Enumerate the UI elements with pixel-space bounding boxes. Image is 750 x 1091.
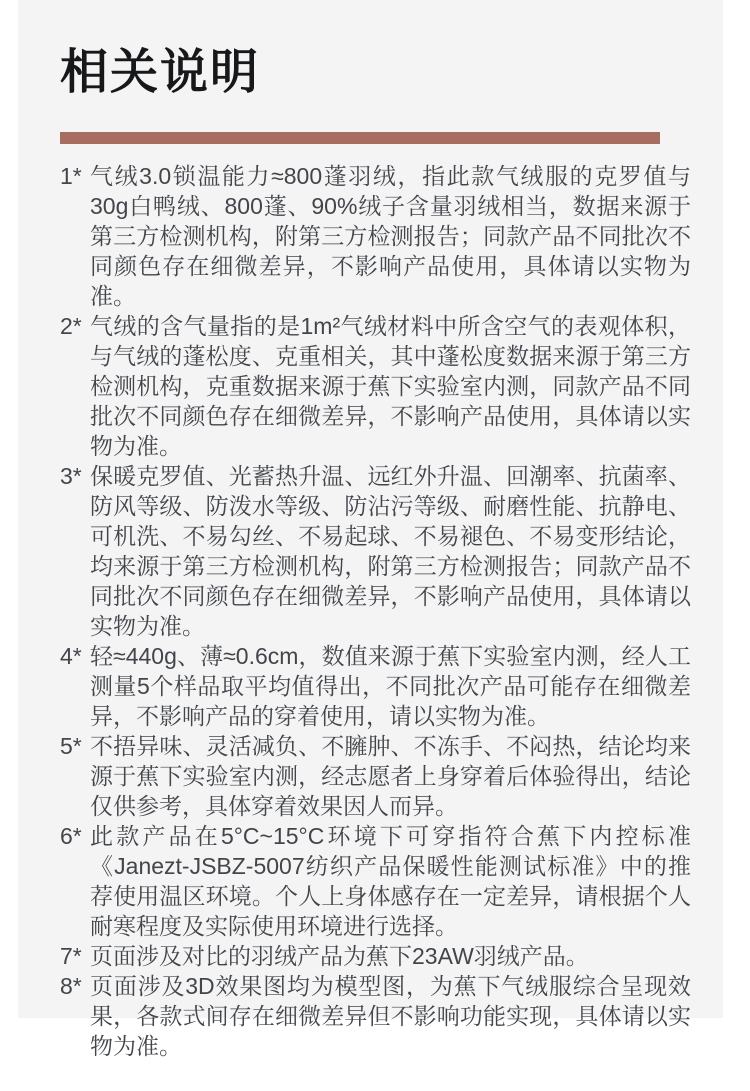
note-item	[60, 461, 691, 641]
note-text: 轻≈440g、薄≈0.6cm，数值来源于蕉下实验室内测，经人工测量5个样品取平均值得出，不同批次产品可能存在细微差异，不影响产品的穿着使用，请以实物为准。	[90, 643, 691, 729]
note-item	[60, 971, 691, 1061]
note-item	[60, 641, 691, 731]
note-marker: 2*	[60, 313, 82, 339]
note-item	[60, 941, 691, 971]
page-title: 相关说明	[60, 46, 261, 99]
notes-list	[60, 161, 691, 1061]
note-text: 气绒3.0锁温能力≈800蓬羽绒，指此款气绒服的克罗值与30g白鸭绒、800蓬、90%绒子含量羽绒相当，数据来源于第三方检测机构，附第三方检测报告；同款产品不同批次不同颜色存在细微差异，不影响产品使用，具体请以实物为准。	[90, 163, 691, 309]
notes-card	[18, 0, 723, 1059]
note-text: 此款产品在5°C~15°C环境下可穿指符合蕉下内控标准《Janezt-JSBZ-5007纺织产品保暖性能测试标准》中的推荐使用温区环境。个人上身体感存在一定差异，请根据个人耐寒程度及实际使用环境进行选择。	[90, 823, 691, 939]
note-text: 页面涉及3D效果图均为模型图，为蕉下气绒服综合呈现效果，各款式间存在细微差异但不影响功能实现，具体请以实物为准。	[90, 973, 691, 1059]
note-item	[60, 161, 691, 311]
note-text: 保暖克罗值、光蓄热升温、远红外升温、回潮率、抗菌率、防风等级、防泼水等级、防沾污等级、耐磨性能、抗静电、可机洗、不易勾丝、不易起球、不易褪色、不易变形结论，均来源于第三方检测机构，附第三方检测报告；同款产品不同批次不同颜色存在细微差异，不影响产品使用，具体请以实物为准。	[90, 463, 691, 639]
note-marker: 7*	[60, 943, 82, 969]
note-item	[60, 311, 691, 461]
note-marker: 6*	[60, 823, 82, 849]
note-marker: 8*	[60, 973, 82, 999]
note-marker: 1*	[60, 163, 82, 189]
note-text: 不捂异味、灵活减负、不臃肿、不冻手、不闷热，结论均来源于蕉下实验室内测，经志愿者上身穿着后体验得出，结论仅供参考，具体穿着效果因人而异。	[90, 733, 691, 819]
note-item	[60, 821, 691, 941]
note-text: 气绒的含气量指的是1m²气绒材料中所含空气的表观体积，与气绒的蓬松度、克重相关，其中蓬松度数据来源于第三方检测机构，克重数据来源于蕉下实验室内测，同款产品不同批次不同颜色存在细微差异，不影响产品使用，具体请以实物为准。	[90, 313, 691, 459]
note-marker: 3*	[60, 463, 82, 489]
note-marker: 5*	[60, 733, 82, 759]
note-item	[60, 731, 691, 821]
title-underline-bar	[60, 132, 660, 144]
note-marker: 4*	[60, 643, 82, 669]
note-text: 页面涉及对比的羽绒产品为蕉下23AW羽绒产品。	[90, 943, 589, 969]
